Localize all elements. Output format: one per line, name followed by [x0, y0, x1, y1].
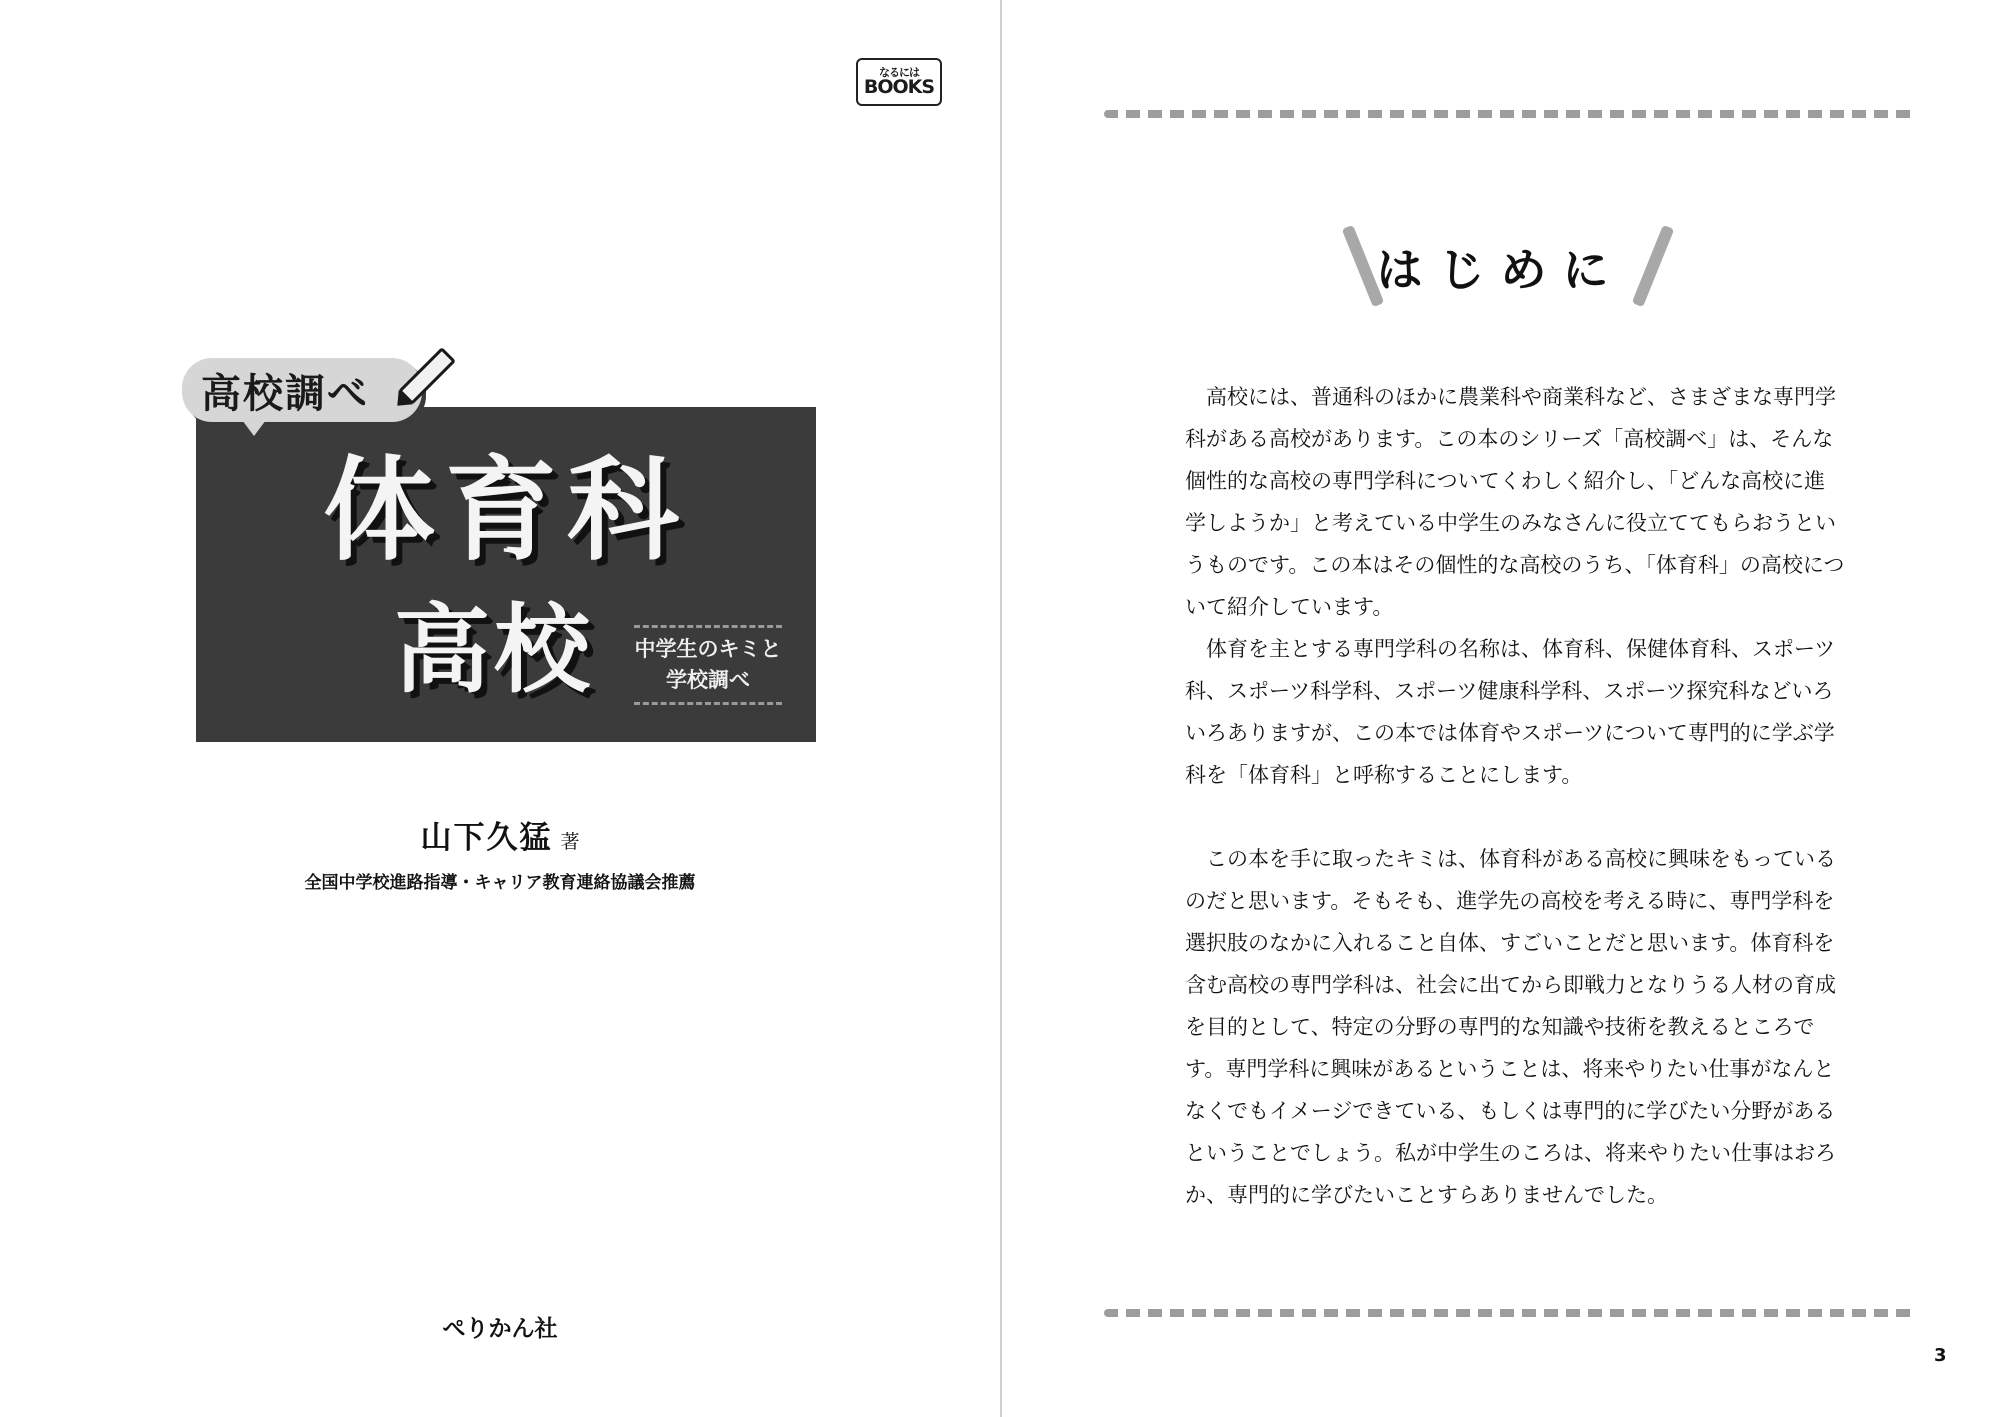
series-label-bubble [182, 358, 422, 422]
series-label: 高校調べ [201, 370, 369, 417]
tagline-line-2: 学校調べ [666, 668, 750, 692]
paragraph-3: この本を手に取ったキミは、体育科がある高校に興味をもっているのだと思います。そもそも、進学先の高校を考える時に、専門学科を選択肢のなかに入れること自体、すごいことだと思います。体育科を含む高校の専門学科は、社会に出てから即戦力となりうる人材の育成を目的として、特定の分野の専門的な知識や技術を教えるところです。専門学科に興味があるということは、将来やりたい仕事がなんとなくでもイメージできている、もしくは専門的に学びたい分野があるということでしょう。私が中学生のころは、将来やりたい仕事はおろか、専門的に学びたいことすらありませんでした。 [1185, 847, 1836, 1207]
page-heading: はじめに [1376, 243, 1625, 297]
series-tagline [634, 625, 782, 705]
bubble-tail [242, 420, 266, 436]
bottom-dashed-rule [1104, 1309, 1916, 1317]
book-subtitle: 高校 [394, 594, 594, 706]
publisher-name: ぺりかん社 [442, 1315, 558, 1342]
right-page [1001, 0, 2000, 1417]
author-name: 山下久猛 [420, 820, 553, 856]
top-dashed-rule [1104, 110, 1916, 118]
logo-top-text: なるには [879, 66, 919, 79]
author-role: 著 [560, 831, 580, 853]
books-logo [856, 58, 942, 106]
book-title: 体育科 [323, 446, 689, 576]
tagline-line-1: 中学生のキミと [634, 637, 782, 661]
page-number: 3 [1934, 1345, 1947, 1366]
author-credit [0, 812, 1000, 857]
paragraph-2: 体育を主とする専門学科の名称は、体育科、保健体育科、スポーツ科、スポーツ科学科、スポーツ健康科学科、スポーツ探究科などいろいろありますが、この本では体育やスポーツについて専門的に学ぶ学科を「体育科」と呼称することにします。 [1185, 637, 1836, 787]
paragraph-1: 高校には、普通科のほかに農業科や商業科など、さまざまな専門学科がある高校があります。この本のシリーズ「高校調べ」は、そんな個性的な高校の専門学科についてくわしく紹介し、「どんな高校に進学しようか」と考えている中学生のみなさんに役立ててもらおうというものです。この本はその個性的な高校のうち、「体育科」の高校について紹介しています。 [1185, 385, 1845, 619]
cover-title-box [196, 407, 816, 742]
logo-bottom-text: BOOKS [863, 76, 935, 98]
body-text [1185, 376, 1845, 1216]
heading-block [1001, 218, 2000, 318]
endorsement: 全国中学校進路指導・キャリア教育連絡協議会推薦 [304, 873, 696, 893]
